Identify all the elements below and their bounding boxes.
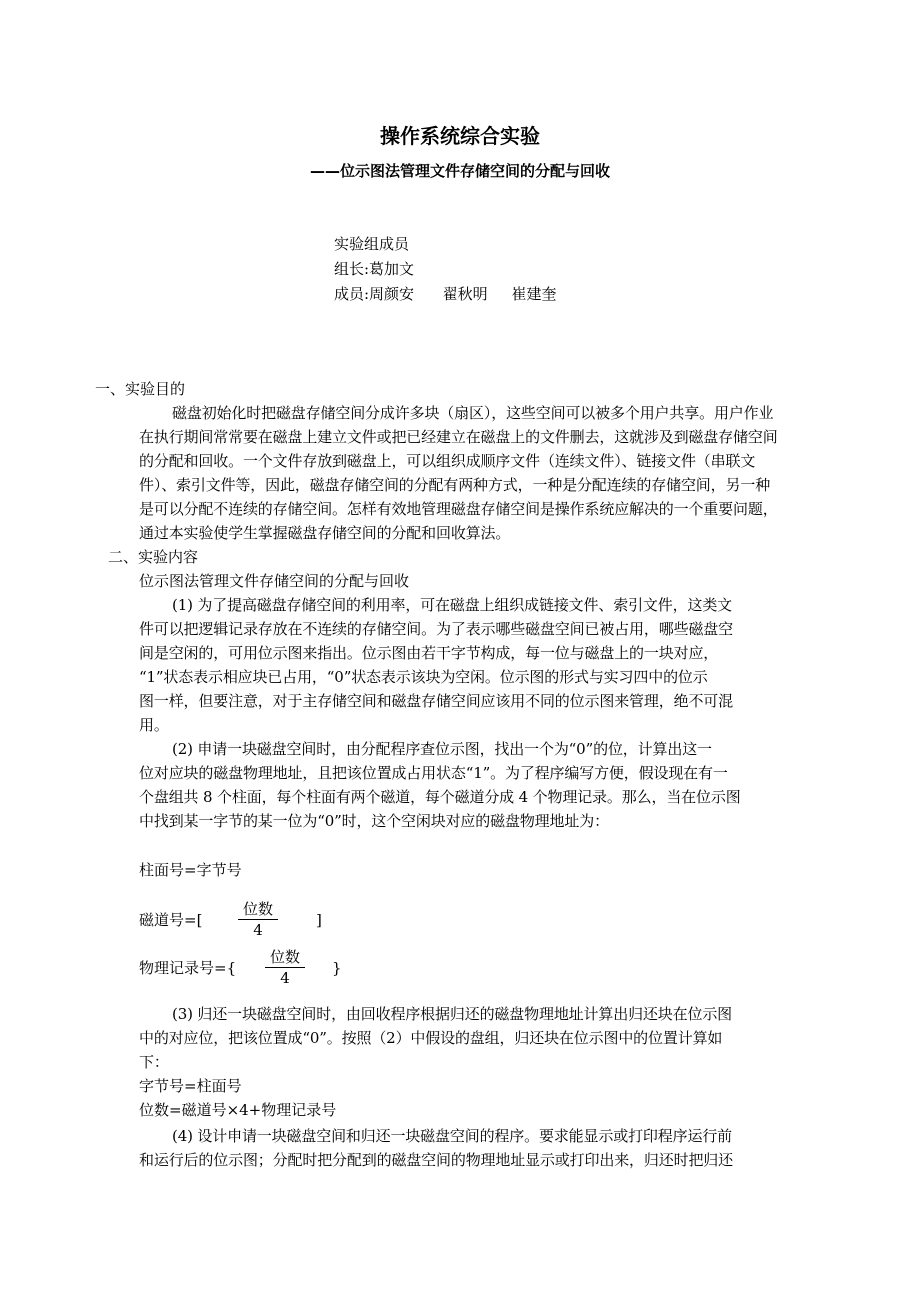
para3-line: 下： [139,1053,169,1071]
section2-heading: 二、实验内容 [108,548,199,566]
section1-line: 的分配和回收。一个文件存放到磁盘上，可以组织成顺序文件（连续文件）、链接文件（串联文 [139,452,756,470]
section1-line: 是可以分配不连续的存储空间。怎样有效地管理磁盘存储空间是操作系统应解决的一个重要问题， [139,500,778,518]
section1-line: 磁盘初始化时把磁盘存储空间分成许多块（扇区），这些空间可以被多个用户共享。用户作业 [172,404,774,422]
para1-line: 间是空闲的，可用位示图来指出。位示图由若干字节构成，每一位与磁盘上的一块对应， [139,644,719,662]
group-leader: 组长:葛加文 [334,260,415,278]
formula-record-lhs: 物理记录号={ [139,959,237,977]
para1-line: “1”状态表示相应块已占用，“0”状态表示该块为空闲。位示图的形式与实习四中的位示 [139,668,708,686]
para2-line: 个盘组共 8 个柱面，每个柱面有两个磁道，每个磁道分成 4 个物理记录。那么，当在位示图 [139,788,741,806]
section1-heading: 一、实验目的 [95,380,186,398]
formula-track-lhs: 磁道号=[ [139,911,203,929]
section1-line: 件）、索引文件等，因此，磁盘存储空间的分配有两种方式，一种是分配连续的存储空间，另一种 [139,476,771,494]
para2-line: (2) 申请一块磁盘空间时，由分配程序查位示图，找出一个为“0”的位，计算出这一 [172,740,712,758]
para3-line: (3) 归还一块磁盘空间时，由回收程序根据归还的磁盘物理地址计算出归还块在位示图 [172,1005,733,1023]
formula-track-rhs: ] [316,911,322,929]
para3-line: 中的对应位，把该位置成“0”。按照（2）中假设的盘组，归还块在位示图中的位置计算如 [139,1029,723,1047]
para4-line: (4) 设计申请一块磁盘空间和归还一块磁盘空间的程序。要求能显示或打印程序运行前 [172,1127,733,1145]
formula-cylinder: 柱面号=字节号 [139,861,242,879]
para1-line: 用。 [139,716,169,734]
section2-subheading: 位示图法管理文件存储空间的分配与回收 [139,572,410,590]
formula-record-rhs: } [332,959,342,977]
members-heading: 实验组成员 [334,235,410,253]
section1-line: 通过本实验使学生掌握磁盘存储空间的分配和回收算法。 [139,524,511,542]
para2-line: 位对应块的磁盘物理地址，且把该位置成占用状态“1”。为了程序编写方便，假设现在有一 [139,764,728,782]
para1-line: (1) 为了提高磁盘存储空间的利用率，可在磁盘上组织成链接文件、索引文件，这类文 [172,596,733,614]
fraction-denominator: 4 [253,921,263,939]
para1-line: 图一样，但要注意，对于主存储空间和磁盘存储空间应该用不同的位示图来管理，绝不可混 [139,692,734,710]
para1-line: 件可以把逻辑记录存放在不连续的存储空间。为了表示哪些磁盘空间已被占用，哪些磁盘空 [139,620,734,638]
group-members: 成员:周颜安 翟秋明 崔建奎 [334,285,557,303]
formula-record-fraction [265,947,305,988]
para4-line: 和运行后的位示图；分配时把分配到的磁盘空间的物理地址显示或打印出来，归还时把归还 [139,1151,734,1169]
formula-bit: 位数=磁道号×4+物理记录号 [139,1101,337,1119]
formula-track-fraction [238,899,278,940]
para2-line: 中找到某一字节的某一位为“0”时，这个空闲块对应的磁盘物理地址为： [139,812,609,830]
formula-byte: 字节号=柱面号 [139,1077,242,1095]
page-title: 操作系统综合实验 [380,124,540,148]
page-subtitle: ——位示图法管理文件存储空间的分配与回收 [309,162,610,180]
fraction-denominator: 4 [280,969,290,987]
fraction-numerator: 位数 [269,948,300,966]
section1-line: 在执行期间常常要在磁盘上建立文件或把已经建立在磁盘上的文件删去，这就涉及到磁盘存储空间 [139,428,778,446]
fraction-numerator: 位数 [242,900,273,918]
